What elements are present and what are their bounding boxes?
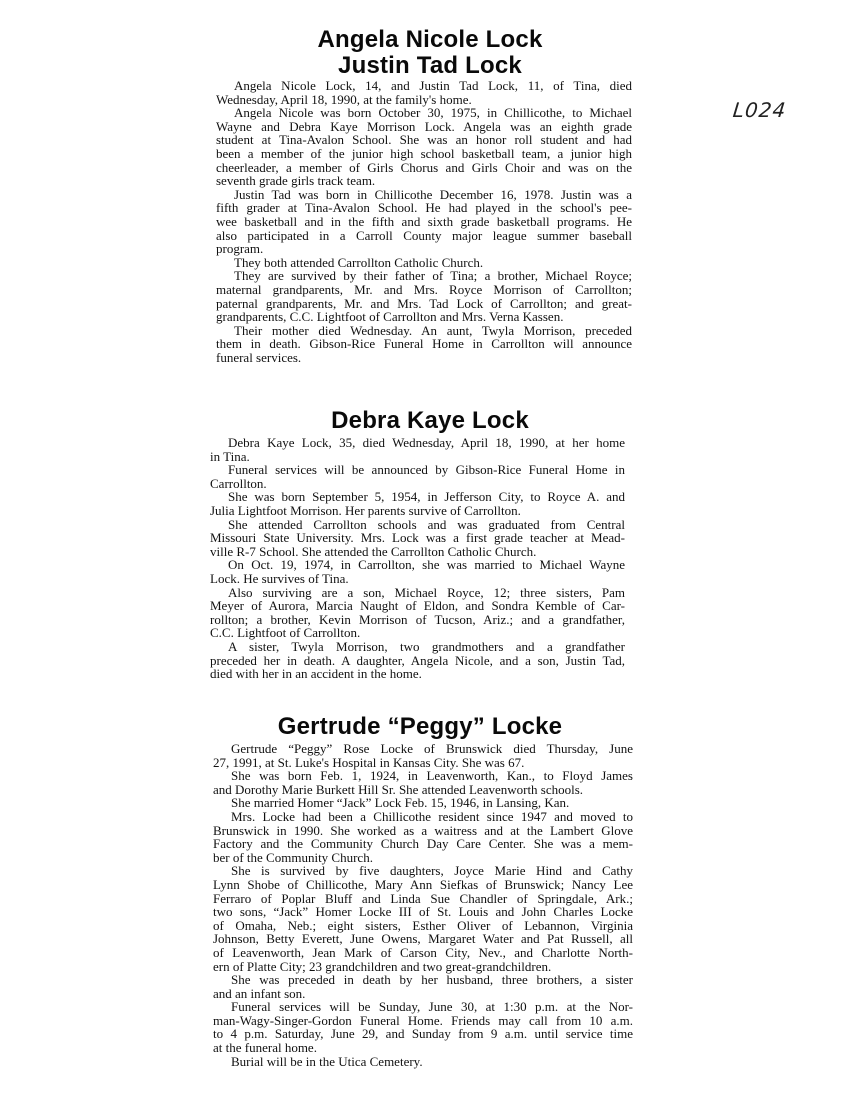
text-line: Funeral services will be Sunday, June 30, at 1:30 p.m. at the Nor- — [231, 999, 633, 1015]
text-line: Their mother died Wednesday. An aunt, Twyla Morrison, preceded — [234, 322, 632, 338]
obituary-paragraph — [213, 1000, 633, 1054]
obituary-paragraph — [216, 256, 632, 270]
text-line: She married Homer “Jack” Lock Feb. 15, 1946, in Lansing, Kan. — [231, 795, 570, 811]
text-line: in Tina. — [210, 448, 250, 464]
text-line: They both attended Carrollton Catholic Church. — [234, 254, 484, 270]
obituary-paragraph — [213, 1055, 633, 1069]
text-line: Angela Nicole was born October 30, 1975, in Chillicothe, to Michael — [234, 105, 632, 121]
obituary-paragraph — [213, 864, 633, 973]
obituary-title-angela: Angela Nicole Lock — [317, 26, 543, 53]
text-line: 27, 1991, at St. Luke's Hospital in Kansas City. She was 67. — [213, 754, 525, 770]
text-line: Missouri State University. Mrs. Lock was a first grade teacher at Mead- — [210, 530, 625, 546]
obituary-paragraph — [210, 463, 625, 490]
text-line: of Leavenworth, Jean Mark of Carson City, Nev., and Charlotte North- — [213, 944, 633, 960]
obituary-paragraph — [216, 106, 632, 188]
text-line: Lynn Shobe of Chillicothe, Mary Ann Siefkas of Brunswick; Nancy Lee — [213, 876, 633, 892]
handwritten-archive-mark: L024 — [731, 98, 788, 122]
text-line: rollton; a brother, Kevin Morrison of Tucson, Ariz.; and a grandfather, — [210, 611, 625, 627]
obituary-paragraph — [210, 436, 625, 463]
obituary-body-angela-justin — [216, 79, 632, 364]
text-line: Mrs. Locke had been a Chillicothe resident since 1947 and moved to — [231, 808, 633, 824]
text-line: wee basketball and in the fifth and sixth grade basketball programs. He — [216, 213, 632, 229]
obituary-body-gertrude — [213, 742, 633, 1068]
text-line: two sons, “Jack” Homer Locke III of St. Louis and John Charles Locke — [213, 904, 633, 920]
text-line: funeral services. — [216, 349, 302, 365]
obituary-paragraph — [213, 810, 633, 864]
obituary-paragraph — [213, 769, 633, 796]
text-line: to 4 p.m. Saturday, June 29, and Sunday from 9 a.m. until service time — [213, 1026, 633, 1042]
obituary-paragraph — [213, 796, 633, 810]
obituary-paragraph — [210, 558, 625, 585]
text-line: ville R-7 School. She attended the Carrollton Catholic Church. — [210, 543, 537, 559]
text-line: On Oct. 19, 1974, in Carrollton, she was married to Michael Wayne — [228, 557, 625, 573]
obituary-paragraph — [216, 269, 632, 323]
text-line: been a member of the junior high school basketball team, a junior high — [216, 145, 632, 161]
text-line: Funeral services will be announced by Gibson-Rice Funeral Home in — [228, 462, 625, 478]
text-line: also participated in a Carroll County major league summer baseball — [216, 227, 632, 243]
obituary-paragraph — [210, 490, 625, 517]
text-line: C.C. Lightfoot of Carrollton. — [210, 625, 361, 641]
obituary-paragraph — [210, 640, 625, 681]
text-line: Justin Tad was born in Chillicothe December 16, 1978. Justin was a — [234, 186, 632, 202]
text-line: A sister, Twyla Morrison, two grandmothers and a grandfather — [228, 638, 625, 654]
text-line: Brunswick in 1990. She worked as a waitress and at the Lambert Glove — [213, 822, 633, 838]
obituary-paragraph — [216, 324, 632, 365]
text-line: Burial will be in the Utica Cemetery. — [231, 1053, 423, 1069]
obituary-title-justin: Justin Tad Lock — [338, 52, 522, 79]
text-line: Wednesday, April 18, 1990, at the family's home. — [216, 91, 472, 107]
text-line: ern of Platte City; 23 grandchildren and two great-grandchildren. — [213, 958, 552, 974]
text-line: maternal grandparents, Mr. and Mrs. Royce Morrison of Carrollton; — [216, 281, 632, 297]
obituary-title-debra: Debra Kaye Lock — [331, 407, 529, 434]
text-line: Meyer of Aurora, Marcia Naught of Eldon, and Sondra Kemble of Car- — [210, 598, 625, 614]
text-line: of Omaha, Neb.; eight sisters, Esther Oliver of Lebannon, Virginia — [213, 917, 633, 933]
text-line: She was preceded in death by her husband, three brothers, a sister — [231, 972, 633, 988]
text-line: at the funeral home. — [213, 1040, 317, 1056]
obituary-paragraph — [213, 742, 633, 769]
text-line: Debra Kaye Lock, 35, died Wednesday, April 18, 1990, at her home — [228, 435, 625, 450]
obituary-body-debra — [210, 436, 625, 681]
text-line: and Dorothy Marie Burkett Hill Sr. She attended Leavenworth schools. — [213, 781, 584, 797]
text-line: seventh grade girls track team. — [216, 173, 376, 189]
text-line: She was born Feb. 1, 1924, in Leavenworth, Kan., to Floyd James — [231, 768, 633, 784]
text-line: man-Wagy-Singer-Gordon Funeral Home. Friends may call from 10 a.m. — [213, 1012, 633, 1028]
text-line: student at Tina-Avalon School. She was an honor roll student and had — [216, 132, 632, 148]
obituary-paragraph — [216, 188, 632, 256]
text-line: Factory and the Community Church Day Care Center. She was a mem- — [213, 836, 633, 852]
text-line: She is survived by five daughters, Joyce Marie Hind and Cathy — [231, 863, 633, 879]
text-line: Ferraro of Poplar Bluff and Linda Sue Chandler of Springdale, Ark.; — [213, 890, 633, 906]
obituary-paragraph — [216, 79, 632, 106]
text-line: Julia Lightfoot Morrison. Her parents survive of Carrollton. — [210, 502, 521, 518]
text-line: Gertrude “Peggy” Rose Locke of Brunswick died Thursday, June — [231, 741, 633, 756]
text-line: She attended Carrollton schools and was graduated from Central — [228, 516, 625, 532]
text-line: cheerleader, a member of Girls Chorus and Girls Choir and was on the — [216, 159, 632, 175]
text-line: Also surviving are a son, Michael Royce, 12; three sisters, Pam — [228, 584, 625, 600]
text-line: preceded her in death. A daughter, Angela Nicole, and a son, Justin Tad, — [210, 652, 625, 668]
text-line: them in death. Gibson-Rice Funeral Home in Carrollton will announce — [216, 336, 632, 352]
text-line: died with her in an accident in the home. — [210, 666, 422, 682]
obituary-title-gertrude: Gertrude “Peggy” Locke — [277, 713, 563, 740]
text-line: grandparents, C.C. Lightfoot of Carrollton and Mrs. Verna Kassen. — [216, 309, 564, 325]
text-line: paternal grandparents, Mr. and Mrs. Tad Lock of Carrollton; and great- — [216, 295, 632, 311]
text-line: Angela Nicole Lock, 14, and Justin Tad Lock, 11, of Tina, died — [234, 78, 632, 93]
obituary-paragraph — [210, 518, 625, 559]
obituary-paragraph — [210, 586, 625, 640]
text-line: and an infant son. — [213, 985, 306, 1001]
obituary-paragraph — [213, 973, 633, 1000]
text-line: program. — [216, 241, 264, 257]
text-line: Johnson, Betty Everett, June Owens, Margaret Water and Pat Russell, all — [213, 931, 633, 947]
text-line: Wayne and Debra Kaye Morrison Lock. Angela was an eighth grade — [216, 118, 632, 134]
text-line: Lock. He survives of Tina. — [210, 570, 349, 586]
text-line: They are survived by their father of Tina; a brother, Michael Royce; — [234, 268, 632, 284]
text-line: She was born September 5, 1954, in Jefferson City, to Royce A. and — [228, 489, 625, 505]
text-line: fifth grader at Tina-Avalon School. He had played in the school's pee- — [216, 200, 632, 216]
text-line: Carrollton. — [210, 475, 267, 491]
text-line: ber of the Community Church. — [213, 849, 373, 865]
